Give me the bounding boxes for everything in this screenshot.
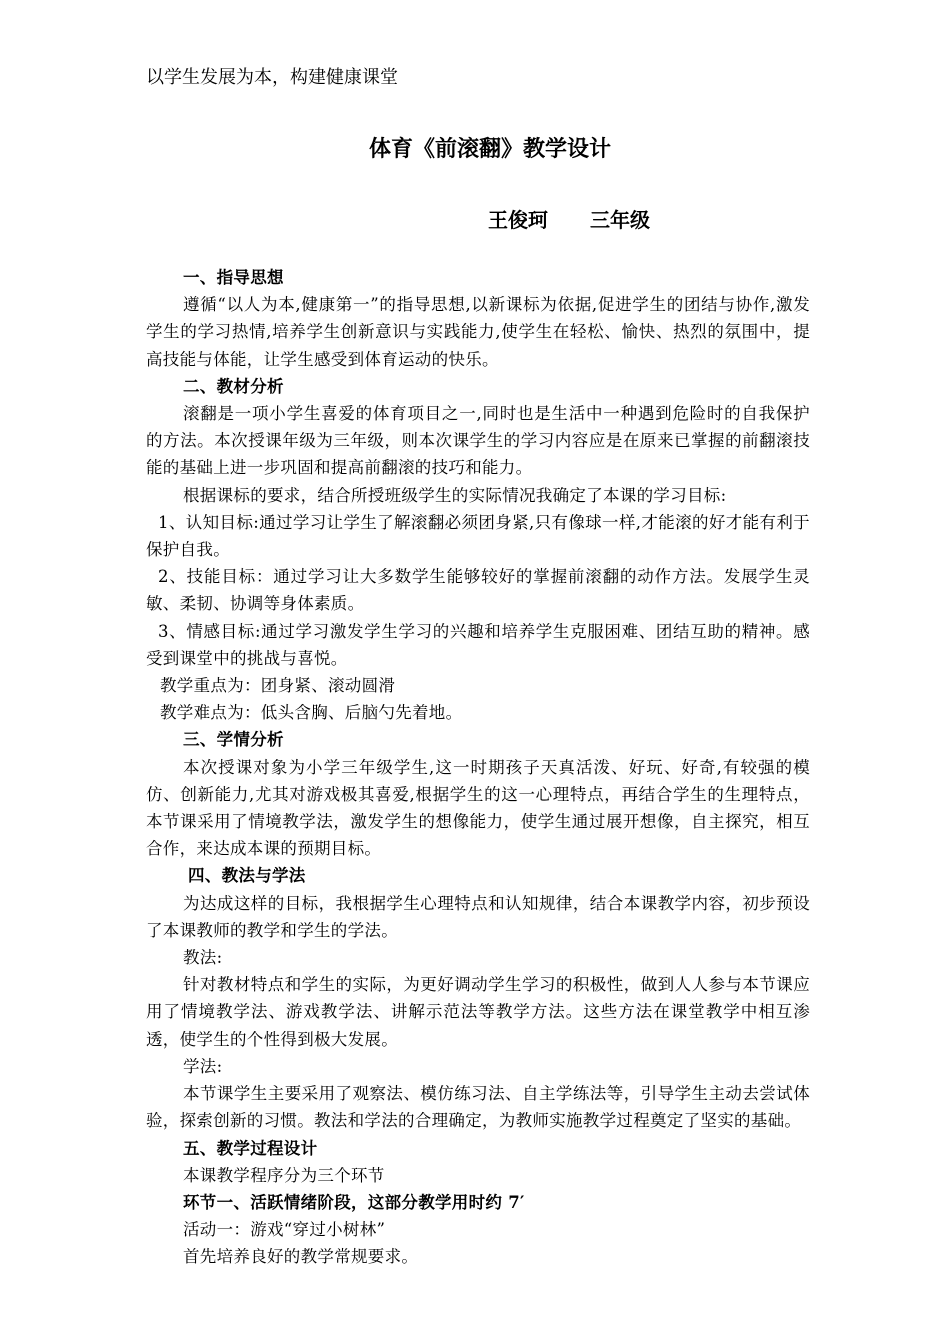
difficult-point: 教学难点为：低头含胸、后脑勺先着地。 <box>160 703 463 723</box>
paragraph: 本节课学生主要采用了观察法、模仿练习法、自主学练法等，引导学生主动去尝试体验，探索创新的习惯。教法和学法的合理确定，为教师实施教学过程奠定了坚实的基础。 <box>146 1084 810 1131</box>
paragraph: 为达成这样的目标，我根据学生心理特点和认知规律，结合本课教学内容，初步预设了本课教师的教学和学生的学法。 <box>146 893 810 940</box>
paragraph: 针对教材特点和学生的实际，为更好调动学生学习的积极性，做到人人参与本节课应用了情境教学法、游戏教学法、讲解示范法等教学方法。这些方法在课堂教学中相互渗透，使学生的个性得到极大发展。 <box>146 975 810 1049</box>
document-body <box>146 264 810 1271</box>
paragraph: 滚翻是一项小学生喜爱的体育项目之一,同时也是生活中一种遇到危险时的自我保护的方法。本次授课年级为三年级，则本次课学生的学习内容应是在原来已掌握的前翻滚技能的基础上进一步巩固和提高前翻滚的技巧和能力。 <box>146 404 810 478</box>
paragraph: 根据课标的要求，结合所授班级学生的实际情况我确定了本课的学习目标: <box>183 485 727 505</box>
paragraph: 遵循“以人为本,健康第一”的指导思想,以新课标为依据,促进学生的团结与协作,激发学生的学习热情,培养学生创新意识与实践能力,使学生在轻松、愉快、热烈的氛围中，提高技能与体能，让学生感受到体育运动的快乐。 <box>146 295 810 369</box>
author-grade: 三年级 <box>590 208 650 232</box>
subheading-teaching-method: 教法: <box>183 948 223 968</box>
key-point: 教学重点为：团身紧、滚动圆滑 <box>160 676 396 696</box>
section-heading-1: 一、指导思想 <box>183 268 284 287</box>
stage-heading: 环节一、活跃情绪阶段，这部分教学用时约 7′ <box>183 1192 525 1212</box>
document-title: 体育《前滚翻》教学设计 <box>368 136 611 162</box>
section-heading-2: 二、教材分析 <box>183 376 284 396</box>
goal-item: 3、情感目标:通过学习激发学生学习的兴趣和培养学生克服困难、团结互助的精神。感受到课堂中的挑战与喜悦。 <box>146 621 810 668</box>
paragraph: 首先培养良好的教学常规要求。 <box>183 1247 419 1267</box>
page-header: 以学生发展为本，构建健康课堂 <box>146 67 398 88</box>
author-name: 王俊珂 <box>488 208 548 232</box>
activity-line: 活动一：游戏“穿过小树林” <box>183 1220 386 1240</box>
section-heading-5: 五、教学过程设计 <box>183 1138 318 1158</box>
section-heading-3: 三、学情分析 <box>183 730 284 750</box>
subheading-learning-method: 学法: <box>183 1056 223 1076</box>
paragraph: 本课教学程序分为三个环节 <box>183 1165 385 1185</box>
goal-item: 2、技能目标：通过学习让大多数学生能够较好的掌握前滚翻的动作方法。发展学生灵敏、柔韧、协调等身体素质。 <box>146 567 810 614</box>
author-line <box>488 206 650 234</box>
goal-item: 1、认知目标:通过学习让学生了解滚翻必须团身紧,只有像球一样,才能滚的好才能有利于保护自我。 <box>146 512 810 560</box>
section-heading-4: 四、教法与学法 <box>188 866 306 886</box>
paragraph: 本次授课对象为小学三年级学生,这一时期孩子天真活泼、好玩、好奇,有较强的模仿、创新能力,尤其对游戏极其喜爱,根据学生的这一心理特点，再结合学生的生理特点，本节课采用了情境教学法，激发学生的想像能力，使学生通过展开想像，自主探究，相互合作，来达成本课的预期目标。 <box>146 757 810 859</box>
